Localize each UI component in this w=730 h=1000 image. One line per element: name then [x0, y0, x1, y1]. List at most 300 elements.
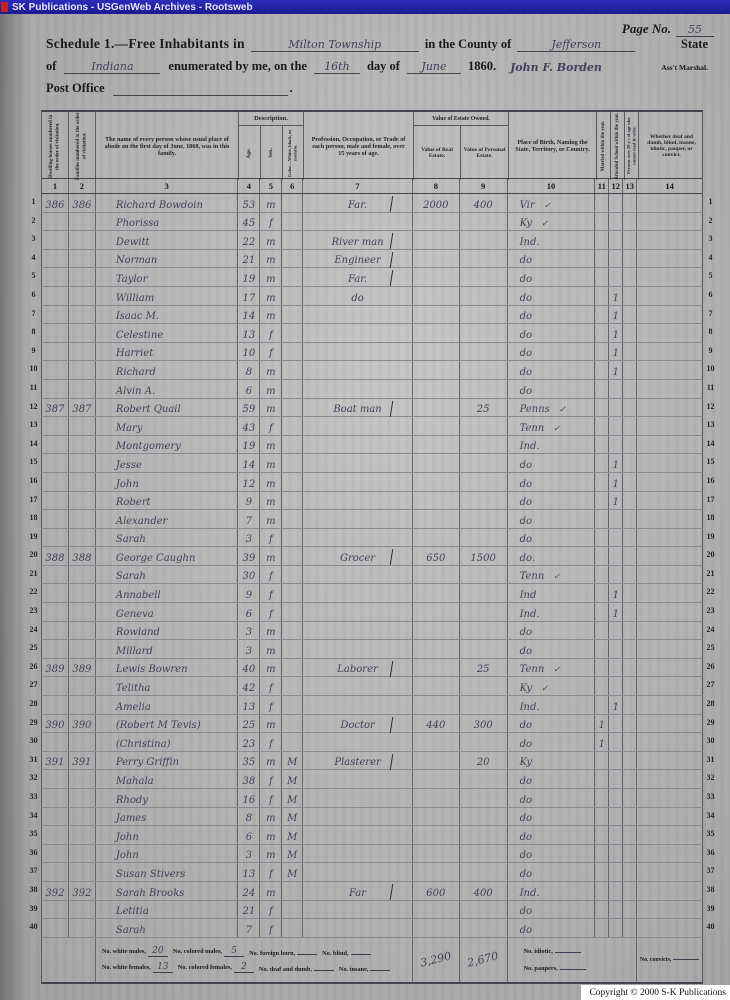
personal-estate-cell	[460, 268, 508, 286]
dwelling-number-cell	[42, 789, 69, 807]
family-number-cell	[69, 492, 96, 510]
row-number-right: 17	[706, 494, 715, 504]
school-cell: 1	[609, 306, 623, 324]
dwelling-number-cell: 391	[42, 752, 69, 770]
row-number-left: 39	[29, 903, 38, 913]
color-cell	[282, 436, 303, 454]
paupers-label: No. paupers,	[524, 965, 637, 972]
married-cell	[595, 826, 609, 844]
row-number-left: 27	[29, 680, 38, 690]
occupation-cell	[303, 677, 413, 695]
age-cell: 43	[238, 417, 260, 435]
row-number-right: 33	[706, 792, 715, 801]
row-number-left: 17	[29, 494, 38, 504]
sex-cell: m	[260, 399, 282, 417]
color-cell: M	[282, 789, 303, 807]
row-number-right: 23	[706, 606, 715, 616]
birthplace-cell: do	[508, 789, 596, 807]
married-cell	[595, 380, 609, 398]
name-cell: Millard	[96, 640, 239, 658]
name-cell: James	[96, 808, 239, 826]
school-cell	[609, 733, 623, 751]
name-cell: (Christina)	[96, 733, 239, 751]
family-number-cell	[69, 473, 96, 491]
age-cell: 3	[238, 529, 260, 547]
period: .	[289, 81, 293, 95]
school-cell	[609, 901, 623, 919]
census-row	[26, 361, 718, 380]
married-cell	[595, 696, 609, 714]
occupation-cell	[303, 826, 413, 844]
real-estate-cell	[413, 324, 460, 342]
occupation-cell	[303, 566, 413, 584]
stat-value: 5	[224, 947, 244, 957]
tally-mark	[389, 401, 393, 417]
personal-estate-cell	[460, 584, 508, 602]
school-cell	[609, 715, 623, 733]
row-number-left: 2	[31, 215, 36, 225]
stat-label: No. white males,	[101, 947, 146, 955]
dwelling-number-cell	[42, 492, 69, 510]
marshal-signature: John F. Borden	[510, 61, 602, 74]
cannot-read-cell	[623, 529, 637, 547]
occupation-cell	[303, 622, 413, 640]
dwelling-number-cell	[42, 733, 69, 751]
app-icon	[1, 2, 8, 12]
name-cell: Alexander	[96, 510, 239, 528]
school-cell	[609, 399, 623, 417]
row-number-left: 8	[31, 327, 36, 337]
census-row	[26, 399, 718, 418]
name-cell: Richard	[96, 361, 239, 379]
cannot-read-cell	[623, 882, 637, 900]
dwelling-number-cell	[42, 213, 69, 231]
cannot-read-cell	[623, 454, 637, 472]
sex-cell: f	[260, 566, 282, 584]
row-number-right: 35	[706, 829, 715, 839]
header-families: Families numbered in the order of visitation.	[69, 112, 96, 180]
copyright-notice: Copyright © 2000 S-K Publications	[581, 985, 730, 1000]
birthplace-cell: do	[508, 715, 596, 733]
occupation-cell	[303, 733, 413, 751]
family-number-cell	[69, 919, 96, 937]
occupation-cell	[303, 473, 413, 491]
row-number-left: 1	[31, 197, 36, 206]
school-cell	[609, 808, 623, 826]
row-number-right: 20	[706, 550, 715, 560]
birthplace-cell: do	[508, 510, 596, 528]
name-cell: Amelia	[96, 696, 239, 714]
real-estate-cell	[413, 492, 460, 510]
name-cell: Perry Griffin	[96, 752, 239, 770]
right-gutter	[703, 178, 718, 194]
occupation-cell	[303, 789, 413, 807]
row-number-left: 35	[29, 829, 38, 839]
real-estate-cell	[413, 640, 460, 658]
row-number-right: 12	[706, 401, 715, 411]
row-number-left: 32	[29, 773, 38, 783]
color-cell	[282, 603, 303, 621]
page-number-label: Page No.	[621, 21, 671, 36]
personal-estate-cell: 20	[460, 752, 508, 770]
color-cell: M	[282, 845, 303, 863]
dwelling-number-cell	[42, 306, 69, 324]
family-number-cell: 392	[69, 882, 96, 900]
married-cell	[595, 529, 609, 547]
occupation-cell	[303, 436, 413, 454]
personal-estate-cell	[460, 213, 508, 231]
row-number-left: 6	[31, 289, 36, 299]
birthplace-cell: do	[508, 919, 596, 937]
stat-value	[351, 954, 371, 955]
color-cell: M	[282, 808, 303, 826]
census-row	[26, 454, 718, 473]
deaf-dumb-cell	[637, 287, 702, 305]
row-number-right: 11	[706, 382, 715, 392]
name-cell: Celestine	[96, 324, 239, 342]
real-estate-cell	[413, 622, 460, 640]
married-cell	[595, 399, 609, 417]
age-cell: 6	[238, 603, 260, 621]
school-cell	[609, 436, 623, 454]
schedule-title: Schedule 1.—Free Inhabitants in	[46, 36, 245, 51]
real-estate-cell	[413, 380, 460, 398]
school-cell	[609, 510, 623, 528]
family-number-cell	[69, 603, 96, 621]
name-cell: Jesse	[96, 454, 239, 472]
personal-estate-cell	[460, 361, 508, 379]
row-number-right: 16	[706, 475, 715, 485]
sex-cell: f	[260, 603, 282, 621]
family-number-cell	[69, 268, 96, 286]
sex-cell: m	[260, 659, 282, 677]
married-cell	[595, 268, 609, 286]
school-cell	[609, 919, 623, 937]
cannot-read-cell	[623, 863, 637, 881]
cannot-read-cell	[623, 845, 637, 863]
age-cell: 17	[238, 287, 260, 305]
family-number-cell	[69, 213, 96, 231]
name-cell: Dewitt	[96, 231, 239, 249]
census-row	[26, 789, 718, 808]
deaf-dumb-cell	[637, 492, 702, 510]
personal-estate-cell: 1500	[460, 547, 508, 565]
row-number-right: 19	[706, 531, 715, 541]
school-cell	[609, 250, 623, 268]
deaf-dumb-cell	[637, 677, 702, 695]
window-title-bar[interactable]	[0, 0, 730, 14]
occupation-cell	[303, 529, 413, 547]
personal-estate-cell	[460, 306, 508, 324]
birthplace-cell: do	[508, 529, 596, 547]
cannot-read-cell	[623, 659, 637, 677]
color-cell	[282, 547, 303, 565]
occupation-cell: Far.	[303, 268, 413, 286]
cannot-read-cell	[623, 752, 637, 770]
sex-cell: m	[260, 287, 282, 305]
occupation-cell	[303, 213, 413, 231]
age-cell: 13	[238, 863, 260, 881]
row-number-right: 2	[708, 215, 713, 225]
census-row	[26, 826, 718, 845]
census-row	[26, 863, 718, 882]
left-gutter	[26, 110, 41, 178]
cannot-read-cell	[623, 715, 637, 733]
personal-estate-cell: 25	[460, 659, 508, 677]
row-number-right: 27	[706, 680, 715, 690]
header-deaf-dumb: Whether deaf and dumb, blind, insane, idiotic, pauper, or convict.	[647, 134, 696, 158]
occupation-cell	[303, 492, 413, 510]
color-cell	[282, 250, 303, 268]
occupation-cell	[303, 696, 413, 714]
name-cell: John	[96, 826, 239, 844]
header-real-estate: Value of Real Estate.	[414, 126, 461, 180]
idiotic-label: No. idiotic,	[524, 948, 637, 955]
real-estate-cell	[413, 231, 460, 249]
cannot-read-cell	[623, 901, 637, 919]
row-number-right: 13	[706, 420, 715, 430]
sex-cell: f	[260, 343, 282, 361]
age-cell: 30	[238, 566, 260, 584]
age-cell: 8	[238, 361, 260, 379]
birthplace-cell: do	[508, 361, 596, 379]
color-cell	[282, 677, 303, 695]
occupation-cell: Grocer	[303, 547, 413, 565]
color-cell	[282, 622, 303, 640]
school-cell: 1	[609, 454, 623, 472]
real-estate-cell: 650	[413, 547, 460, 565]
name-cell: Telitha	[96, 677, 239, 695]
tally-mark	[389, 549, 393, 565]
row-number-left: 9	[31, 345, 36, 355]
deaf-dumb-cell	[637, 845, 702, 863]
married-cell	[595, 194, 609, 212]
age-cell: 21	[238, 250, 260, 268]
real-estate-cell	[413, 436, 460, 454]
age-cell: 53	[238, 194, 260, 212]
family-number-cell	[69, 306, 96, 324]
census-row	[26, 566, 718, 585]
col-num: 12	[609, 179, 623, 193]
age-cell: 14	[238, 306, 260, 324]
stat-pair	[339, 966, 396, 973]
family-number-cell	[69, 361, 96, 379]
county-field: Jefferson	[517, 37, 635, 52]
row-number-right: 4	[708, 252, 713, 262]
row-number-right: 14	[706, 438, 715, 448]
dwelling-number-cell	[42, 343, 69, 361]
family-number-cell: 386	[69, 194, 96, 212]
personal-estate-cell	[460, 603, 508, 621]
name-cell: John	[96, 845, 239, 863]
name-cell: Montgomery	[96, 436, 239, 454]
right-gutter	[703, 110, 718, 178]
deaf-dumb-cell	[637, 752, 702, 770]
census-row	[26, 213, 718, 232]
color-cell	[282, 343, 303, 361]
sex-cell: f	[260, 863, 282, 881]
sex-cell: f	[260, 584, 282, 602]
school-cell: 1	[609, 696, 623, 714]
school-cell	[609, 640, 623, 658]
dwelling-number-cell: 389	[42, 659, 69, 677]
deaf-dumb-cell	[637, 659, 702, 677]
header-age: Age.	[239, 126, 261, 180]
married-cell	[595, 901, 609, 919]
schedule-line-2	[46, 59, 708, 74]
deaf-dumb-cell	[637, 510, 702, 528]
name-cell: George Caughn	[96, 547, 239, 565]
personal-estate-cell	[460, 566, 508, 584]
dwelling-number-cell	[42, 231, 69, 249]
census-row	[26, 510, 718, 529]
sex-cell: m	[260, 752, 282, 770]
cannot-read-cell	[623, 380, 637, 398]
married-cell	[595, 640, 609, 658]
married-cell	[595, 306, 609, 324]
age-cell: 16	[238, 789, 260, 807]
family-number-cell: 390	[69, 715, 96, 733]
cannot-read-cell	[623, 566, 637, 584]
school-cell: 1	[609, 473, 623, 491]
married-cell	[595, 659, 609, 677]
deaf-dumb-cell	[637, 399, 702, 417]
family-number-cell	[69, 231, 96, 249]
real-estate-cell	[413, 826, 460, 844]
tally-mark	[389, 252, 393, 268]
married-cell	[595, 547, 609, 565]
color-cell	[282, 696, 303, 714]
school-cell: 1	[609, 361, 623, 379]
dwelling-number-cell	[42, 845, 69, 863]
convicts-label: No. convicts,	[637, 938, 702, 982]
row-number-left: 34	[29, 810, 38, 820]
real-estate-cell	[413, 529, 460, 547]
row-number-left: 29	[29, 717, 38, 727]
married-cell	[595, 770, 609, 788]
check-mark: ✓	[553, 423, 561, 434]
header-description-group: Description.	[239, 112, 304, 126]
stat-pair	[178, 963, 259, 973]
color-cell	[282, 361, 303, 379]
married-cell	[595, 584, 609, 602]
school-cell: 1	[609, 287, 623, 305]
birthplace-cell: do	[508, 380, 596, 398]
school-cell	[609, 845, 623, 863]
personal-estate-total: 2,670	[460, 938, 508, 982]
census-row	[26, 436, 718, 455]
birthplace-cell: do	[508, 845, 596, 863]
deaf-dumb-cell	[637, 640, 702, 658]
family-number-cell: 388	[69, 547, 96, 565]
dwelling-number-cell	[42, 324, 69, 342]
personal-estate-cell	[460, 287, 508, 305]
real-estate-cell	[413, 752, 460, 770]
color-cell	[282, 882, 303, 900]
cannot-read-cell	[623, 789, 637, 807]
birthplace-cell: do	[508, 306, 596, 324]
family-number-cell	[69, 733, 96, 751]
row-number-right: 9	[708, 345, 713, 355]
deaf-dumb-cell	[637, 603, 702, 621]
sex-cell: f	[260, 733, 282, 751]
color-cell	[282, 566, 303, 584]
married-cell	[595, 677, 609, 695]
deaf-dumb-cell	[637, 529, 702, 547]
stat-pair	[259, 966, 339, 973]
dwelling-number-cell	[42, 380, 69, 398]
birthplace-cell: Tenn ✓	[508, 659, 596, 677]
stat-label: No. white females,	[101, 963, 151, 971]
birthplace-cell: Ky ✓	[508, 677, 596, 695]
row-number-left: 10	[29, 364, 38, 374]
cannot-read-cell	[623, 640, 637, 658]
tally-mark	[389, 884, 393, 900]
name-cell: Robert Quail	[96, 399, 239, 417]
row-number-right: 36	[706, 847, 715, 857]
tally-mark	[389, 754, 393, 770]
census-row	[26, 584, 718, 603]
window-title: SK Publications - USGenWeb Archives - Rootsweb	[12, 1, 253, 13]
occupation-cell: do	[303, 287, 413, 305]
footer-right-labels	[508, 938, 638, 982]
deaf-dumb-cell	[637, 919, 702, 937]
color-cell	[282, 324, 303, 342]
township-field: Milton Township	[251, 37, 419, 52]
real-estate-cell	[413, 399, 460, 417]
col-num: 4	[238, 179, 260, 193]
col-num: 10	[508, 179, 596, 193]
color-cell	[282, 919, 303, 937]
school-cell	[609, 417, 623, 435]
dwelling-number-cell	[42, 454, 69, 472]
stat-label: No. colored males,	[172, 947, 223, 955]
table-footer	[26, 938, 718, 984]
school-cell: 1	[609, 343, 623, 361]
census-row	[26, 250, 718, 269]
cannot-read-cell	[623, 268, 637, 286]
name-cell: Norman	[96, 250, 239, 268]
birthplace-cell: do	[508, 826, 596, 844]
row-number-left: 36	[29, 847, 38, 857]
personal-estate-cell	[460, 696, 508, 714]
row-number-left: 18	[29, 513, 38, 523]
age-cell: 7	[238, 510, 260, 528]
census-table	[26, 110, 718, 984]
sex-cell: m	[260, 622, 282, 640]
row-number-left: 19	[29, 531, 38, 541]
family-number-cell	[69, 808, 96, 826]
sex-cell: m	[260, 510, 282, 528]
birthplace-cell: do	[508, 250, 596, 268]
row-number-left: 23	[29, 606, 38, 616]
age-cell: 7	[238, 919, 260, 937]
census-row	[26, 194, 718, 213]
sex-cell: m	[260, 808, 282, 826]
family-number-cell	[69, 826, 96, 844]
row-number-right: 8	[708, 327, 713, 337]
married-cell	[595, 622, 609, 640]
dwelling-number-cell	[42, 436, 69, 454]
dwelling-number-cell	[42, 919, 69, 937]
footer-spacer	[42, 938, 96, 982]
age-cell: 25	[238, 715, 260, 733]
header-estate-group: Value of Estate Owned.	[414, 112, 509, 126]
row-number-left: 33	[29, 792, 38, 801]
stat-label: No. foreign born,	[249, 949, 296, 957]
occupation-cell	[303, 901, 413, 919]
occupation-cell	[303, 343, 413, 361]
